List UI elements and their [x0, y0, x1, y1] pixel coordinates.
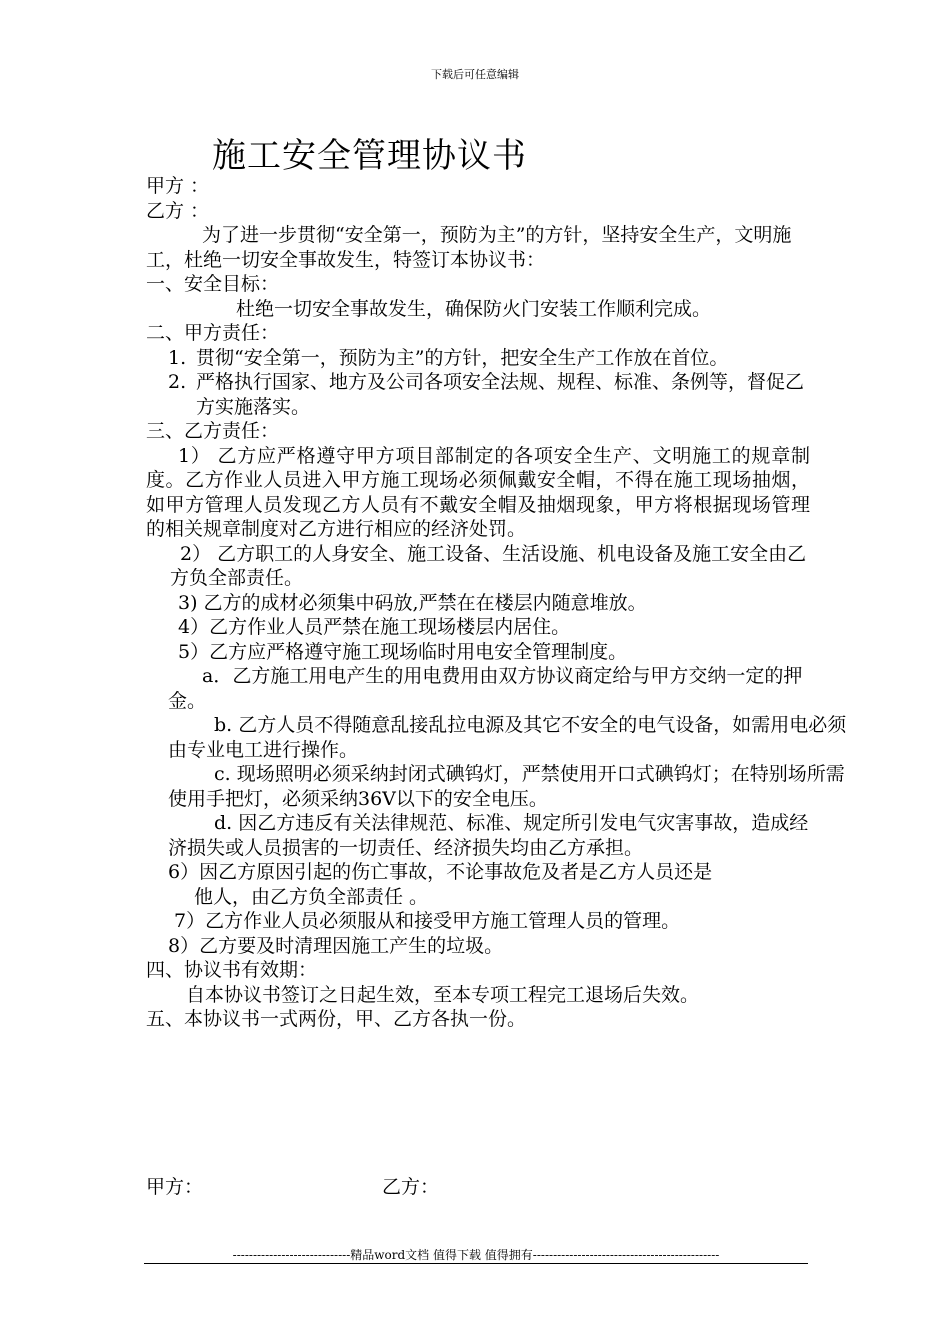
party-a-line: 甲方 ：	[146, 175, 210, 197]
party-b-line: 乙方 ：	[146, 199, 210, 222]
list-number: 2.	[168, 371, 187, 393]
party-b-duty-8: 8）乙方要及时清理因施工产生的垃圾。	[168, 934, 504, 957]
document-title: 施工安全管理协议书	[212, 136, 527, 176]
party-b-duty-4: 4）乙方作业人员严禁在施工现场楼层内居住。	[178, 616, 571, 638]
section-1-text: 杜绝一切安全事故发生，确保防火门安装工作顺利完成。	[236, 297, 712, 320]
header-note: 下载后可任意编辑	[431, 68, 519, 81]
party-b-duty-6	[146, 860, 810, 909]
electric-rule-a: a．乙方施工用电产生的用电费用由双方协议商定给与甲方交纳一定的押金。	[168, 665, 803, 712]
section-4-text: 自本协议书签订之日起生效，至本专项工程完工退场后失效。	[186, 983, 700, 1006]
signature-party-b: 乙方：	[382, 1176, 440, 1198]
intro-paragraph: 为了进一步贯彻“安全第一，预防为主”的方针，坚持安全生产，文明施工，杜绝一切安全事故发生，特签订本协议书：	[146, 224, 792, 271]
party-b-duty-3: 3) 乙方的成材必须集中码放,严禁在在楼层内随意堆放。	[178, 591, 647, 614]
section-5-text: 五、本协议书一式两份，甲、乙方各执一份。	[146, 1008, 527, 1030]
list-text: 贯彻“安全第一，预防为主”的方针，把安全生产工作放在首位。	[196, 346, 729, 369]
list-text: 严格执行国家、地方及公司各项安全法规、规程、标准、条例等，督促乙方实施落实。	[196, 371, 805, 418]
section-2-heading: 二、甲方责任：	[146, 322, 280, 344]
electric-rule-d: d. 因乙方违反有关法律规范、标准、规定所引发电气灾害事故，造成经济损失或人员损害的一切责任、经济损失均由乙方承担。	[168, 812, 809, 859]
section-1-heading: 一、安全目标：	[146, 273, 280, 295]
electric-rule-c: c. 现场照明必须采纳封闭式碘钨灯，严禁使用开口式碘钨灯；在特别场所需使用手把灯，必须采纳36V以下的安全电压。	[168, 763, 845, 810]
electric-rule-b: b. 乙方人员不得随意乱接乱拉电源及其它不安全的电气设备，如需用电必须由专业电工进行操作。	[168, 714, 847, 761]
signature-party-a: 甲方：	[146, 1176, 204, 1198]
party-a-duty-2	[146, 370, 810, 419]
section-4-heading: 四、协议书有效期：	[146, 959, 318, 981]
section-3-heading: 三、乙方责任：	[146, 420, 280, 442]
duty-6-line-2: 他人，由乙方负全部责任 。	[194, 885, 429, 908]
party-b-duty-1: 1） 乙方应严格遵守甲方项目部制定的各项安全生产、文明施工的规章制度。乙方作业人员进入甲方施工现场必须佩戴安全帽，不得在施工现场抽烟，如甲方管理人员发现乙方人员有不戴安全帽及抽烟现象，甲方将根据现场管理的相关规章制度对乙方进行相应的经济处罚。	[146, 444, 810, 540]
document-body	[146, 174, 847, 1032]
party-a-duty-1	[146, 346, 810, 371]
footer-text: -----------------------------精品word文档 值得下载 值得拥有----------------------------------------------	[232, 1248, 720, 1262]
party-b-duty-7: 7）乙方作业人员必须服从和接受甲方施工管理人员的管理。	[174, 910, 681, 932]
footer-divider	[144, 1263, 808, 1264]
list-number: 1.	[168, 346, 187, 369]
duty-6-line-1: 6）因乙方原因引起的伤亡事故，不论事故危及者是乙方人员还是	[168, 861, 713, 883]
party-b-duty-5: 5）乙方应严格遵守施工现场临时用电安全管理制度。	[178, 640, 628, 663]
party-b-duty-2: 2） 乙方职工的人身安全、施工设备、生活设施、机电设备及施工安全由乙方负全部责任。	[170, 542, 807, 589]
